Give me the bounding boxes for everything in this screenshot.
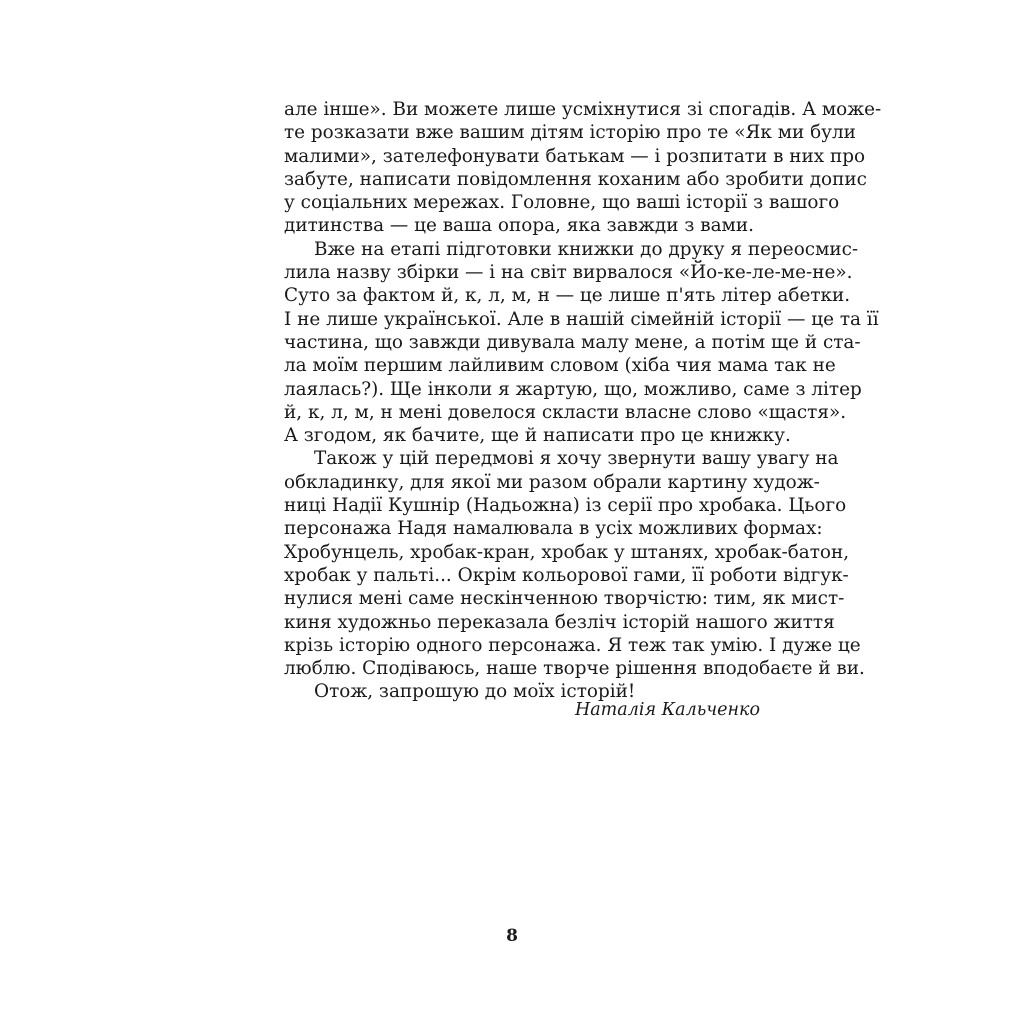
author-signature: Наталія Кальченко	[574, 700, 760, 720]
text-line: лила назву збірки — і на світ вирвалося «Йо-ке-ле-ме-не».	[284, 262, 853, 284]
text-line: малими», зателефонувати батькам — і розпитати в них про	[284, 145, 866, 167]
paragraph	[284, 238, 879, 448]
text-line: Отож, запрошую до моїх історій!	[314, 681, 636, 703]
text-line: Вже на етапі підготовки книжки до друку я переосмис-	[314, 238, 859, 260]
text-line: у соціальних мережах. Головне, що ваші історії з вашого	[284, 192, 840, 214]
paragraph	[284, 98, 882, 238]
text-line: крізь історію одного персонажа. Я теж так умію. І дуже це	[284, 634, 861, 656]
text-line: Хробунцель, хробак-кран, хробак у штанях, хробак-батон,	[284, 541, 850, 563]
text-line: І не лише української. Але в нашій сімейній історії — це та її	[284, 308, 879, 330]
text-line: люблю. Сподіваюсь, наше творче рішення вподобаєте й ви.	[284, 658, 865, 680]
text-line: нулися мені саме нескінченною творчістю: тим, як мист-	[284, 588, 845, 610]
text-line: забуте, написати повідомлення коханим або зробити допис	[284, 168, 867, 190]
text-line: лаялась?). Ще інколи я жартую, що, можливо, саме з літер	[284, 378, 862, 400]
text-line: персонажа Надя намалювала в усіх можливих формах:	[284, 518, 823, 540]
body-text	[284, 98, 882, 704]
text-line: А згодом, як бачите, ще й написати про це книжку.	[284, 425, 791, 447]
text-line: Також у цій передмові я хочу звернути вашу увагу на	[314, 448, 839, 470]
paragraph	[284, 447, 865, 680]
text-line: ниці Надії Кушнір (Надьожна) із серії про хробака. Цього	[284, 495, 847, 517]
text-line: те розказати вже вашим дітям історію про те «Як ми були	[284, 122, 856, 144]
page-number: 8	[506, 926, 518, 946]
text-line: обкладинку, для якої ми разом обрали картину худож-	[284, 471, 820, 493]
text-line: й, к, л, м, н мені довелося скласти власне слово «щастя».	[284, 401, 847, 423]
text-line: киня художньо переказала безліч історій нашого життя	[284, 611, 835, 633]
text-line: Суто за фактом й, к, л, м, н — це лише п'ять літер абетки.	[284, 285, 851, 307]
text-line: ла моїм першим лайливим словом (хіба чия мама так не	[284, 355, 836, 377]
text-line: дитинства — це ваша опора, яка завжди з вами.	[284, 215, 754, 237]
text-line: частина, що завжди дивувала малу мене, а потім ще й ста-	[284, 331, 861, 353]
text-line: але інше». Ви можете лише усміхнутися зі спогадів. А може-	[284, 99, 882, 120]
text-line: хробак у пальті... Окрім кольорової гами, її роботи відгук-	[284, 564, 849, 586]
